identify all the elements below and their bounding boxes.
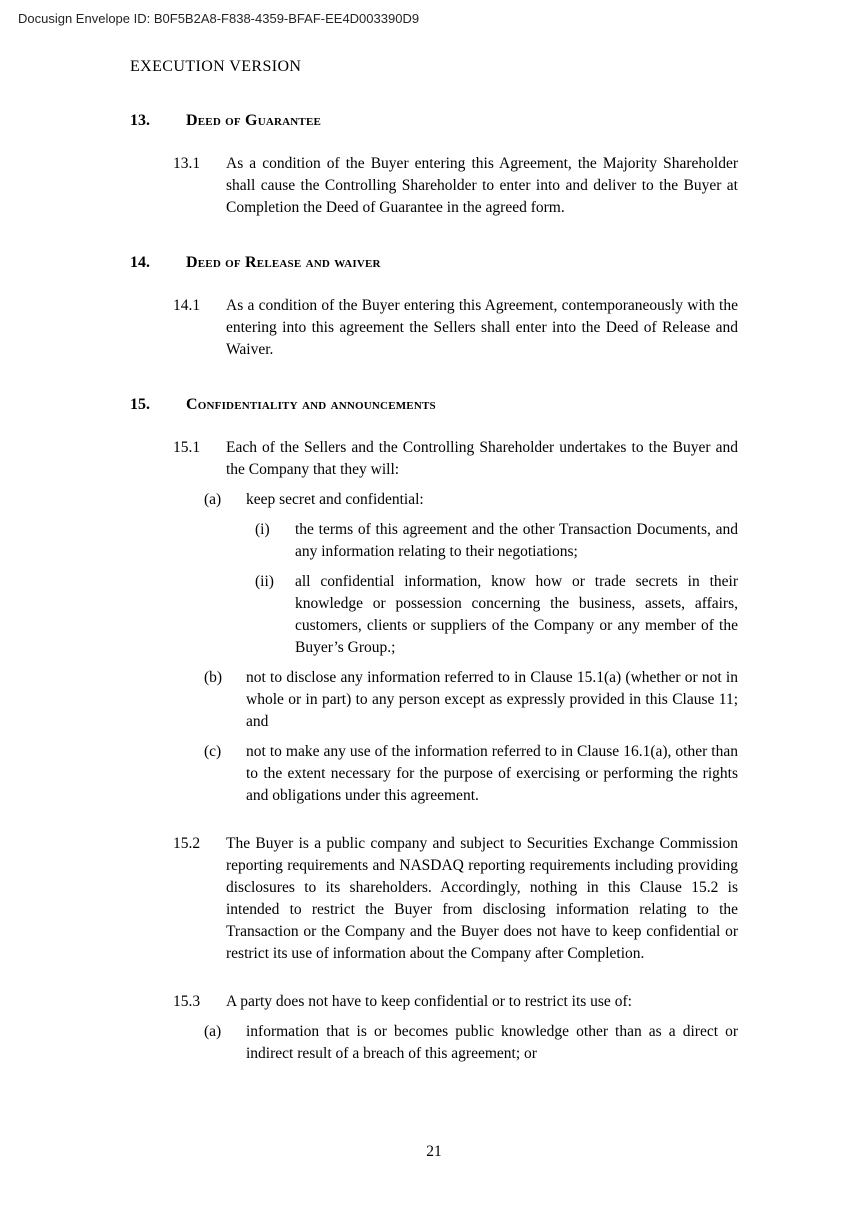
- subclause-marker: (b): [204, 669, 223, 686]
- docusign-envelope-id: Docusign Envelope ID: B0F5B2A8-F838-4359-BFAF-EE4D003390D9: [18, 11, 420, 26]
- clause-15-3: [173, 991, 868, 1013]
- section-number: 15.: [130, 396, 150, 413]
- document-body: [0, 110, 868, 1065]
- clause-14-1: [173, 295, 868, 361]
- section-heading-14: [130, 252, 868, 274]
- section-heading-15: [130, 394, 868, 416]
- clause-text: The Buyer is a public company and subject to Securities Exchange Commission reporting requirements and NASDAQ reporting requirements including providing disclosures to its shareholders. Accordingly, nothing in this Clause 15.2 is intended to restrict the Buyer from disclosing information relating to the Transaction or the Company and the Buyer does not have to keep confidential or restrict its use of information about the Company after Completion.: [226, 835, 738, 962]
- clause-number: 15.2: [173, 835, 201, 852]
- subclause-text: keep secret and confidential:: [246, 491, 424, 508]
- page-number: 21: [426, 1143, 442, 1160]
- clause-15-2: [173, 833, 868, 965]
- section-number: 13.: [130, 112, 150, 129]
- subclause-15-1-b: [204, 667, 868, 733]
- clause-text: A party does not have to keep confidential or to restrict its use of:: [226, 993, 632, 1010]
- subclause-15-1-a-ii: [255, 571, 868, 659]
- section-title: Deed of Guarantee: [186, 112, 322, 129]
- subclause-text: not to disclose any information referred to in Clause 15.1(a) (whether or not in whole or in part) to any person except as expressly provided in this Clause 11; and: [246, 669, 738, 730]
- subclause-text: the terms of this agreement and the other Transaction Documents, and any information relating to their negotiations;: [295, 521, 738, 560]
- subclause-marker: (i): [255, 521, 270, 538]
- subclause-15-3-a: [204, 1021, 868, 1065]
- clause-number: 15.1: [173, 439, 201, 456]
- clause-number: 14.1: [173, 297, 201, 314]
- subclause-marker: (c): [204, 743, 222, 760]
- clause-15-1: [173, 437, 868, 481]
- subclause-text: all confidential information, know how or trade secrets in their knowledge or possession concerning the business, assets, affairs, customers, clients or suppliers of the Company or any member of the Buyer’s Group.;: [295, 573, 738, 656]
- section-heading-13: [130, 110, 868, 132]
- subclause-15-1-a: [204, 489, 868, 511]
- subclause-text: not to make any use of the information referred to in Clause 16.1(a), other than to the extent necessary for the purpose of exercising or performing the rights and obligations under this agreement.: [246, 743, 738, 804]
- section-number: 14.: [130, 254, 150, 271]
- clause-text: As a condition of the Buyer entering this Agreement, the Majority Shareholder shall cause the Controlling Shareholder to enter into and deliver to the Buyer at Completion the Deed of Guarantee in the agreed form.: [226, 155, 738, 216]
- subclause-15-1-a-i: [255, 519, 868, 563]
- clause-13-1: [173, 153, 868, 219]
- subclause-marker: (a): [204, 1023, 222, 1040]
- clause-number: 15.3: [173, 993, 201, 1010]
- subclause-marker: (a): [204, 491, 222, 508]
- subclause-marker: (ii): [255, 573, 274, 590]
- clause-number: 13.1: [173, 155, 201, 172]
- section-title: Confidentiality and announcements: [186, 396, 436, 413]
- clause-text: Each of the Sellers and the Controlling Shareholder undertakes to the Buyer and the Company that they will:: [226, 439, 738, 478]
- subclause-15-1-c: [204, 741, 868, 807]
- section-title: Deed of Release and waiver: [186, 254, 381, 271]
- subclause-text: information that is or becomes public knowledge other than as a direct or indirect result of a breach of this agreement; or: [246, 1023, 738, 1062]
- clause-text: As a condition of the Buyer entering this Agreement, contemporaneously with the entering into this agreement the Sellers shall enter into the Deed of Release and Waiver.: [226, 297, 738, 358]
- execution-version-label: EXECUTION VERSION: [130, 58, 302, 75]
